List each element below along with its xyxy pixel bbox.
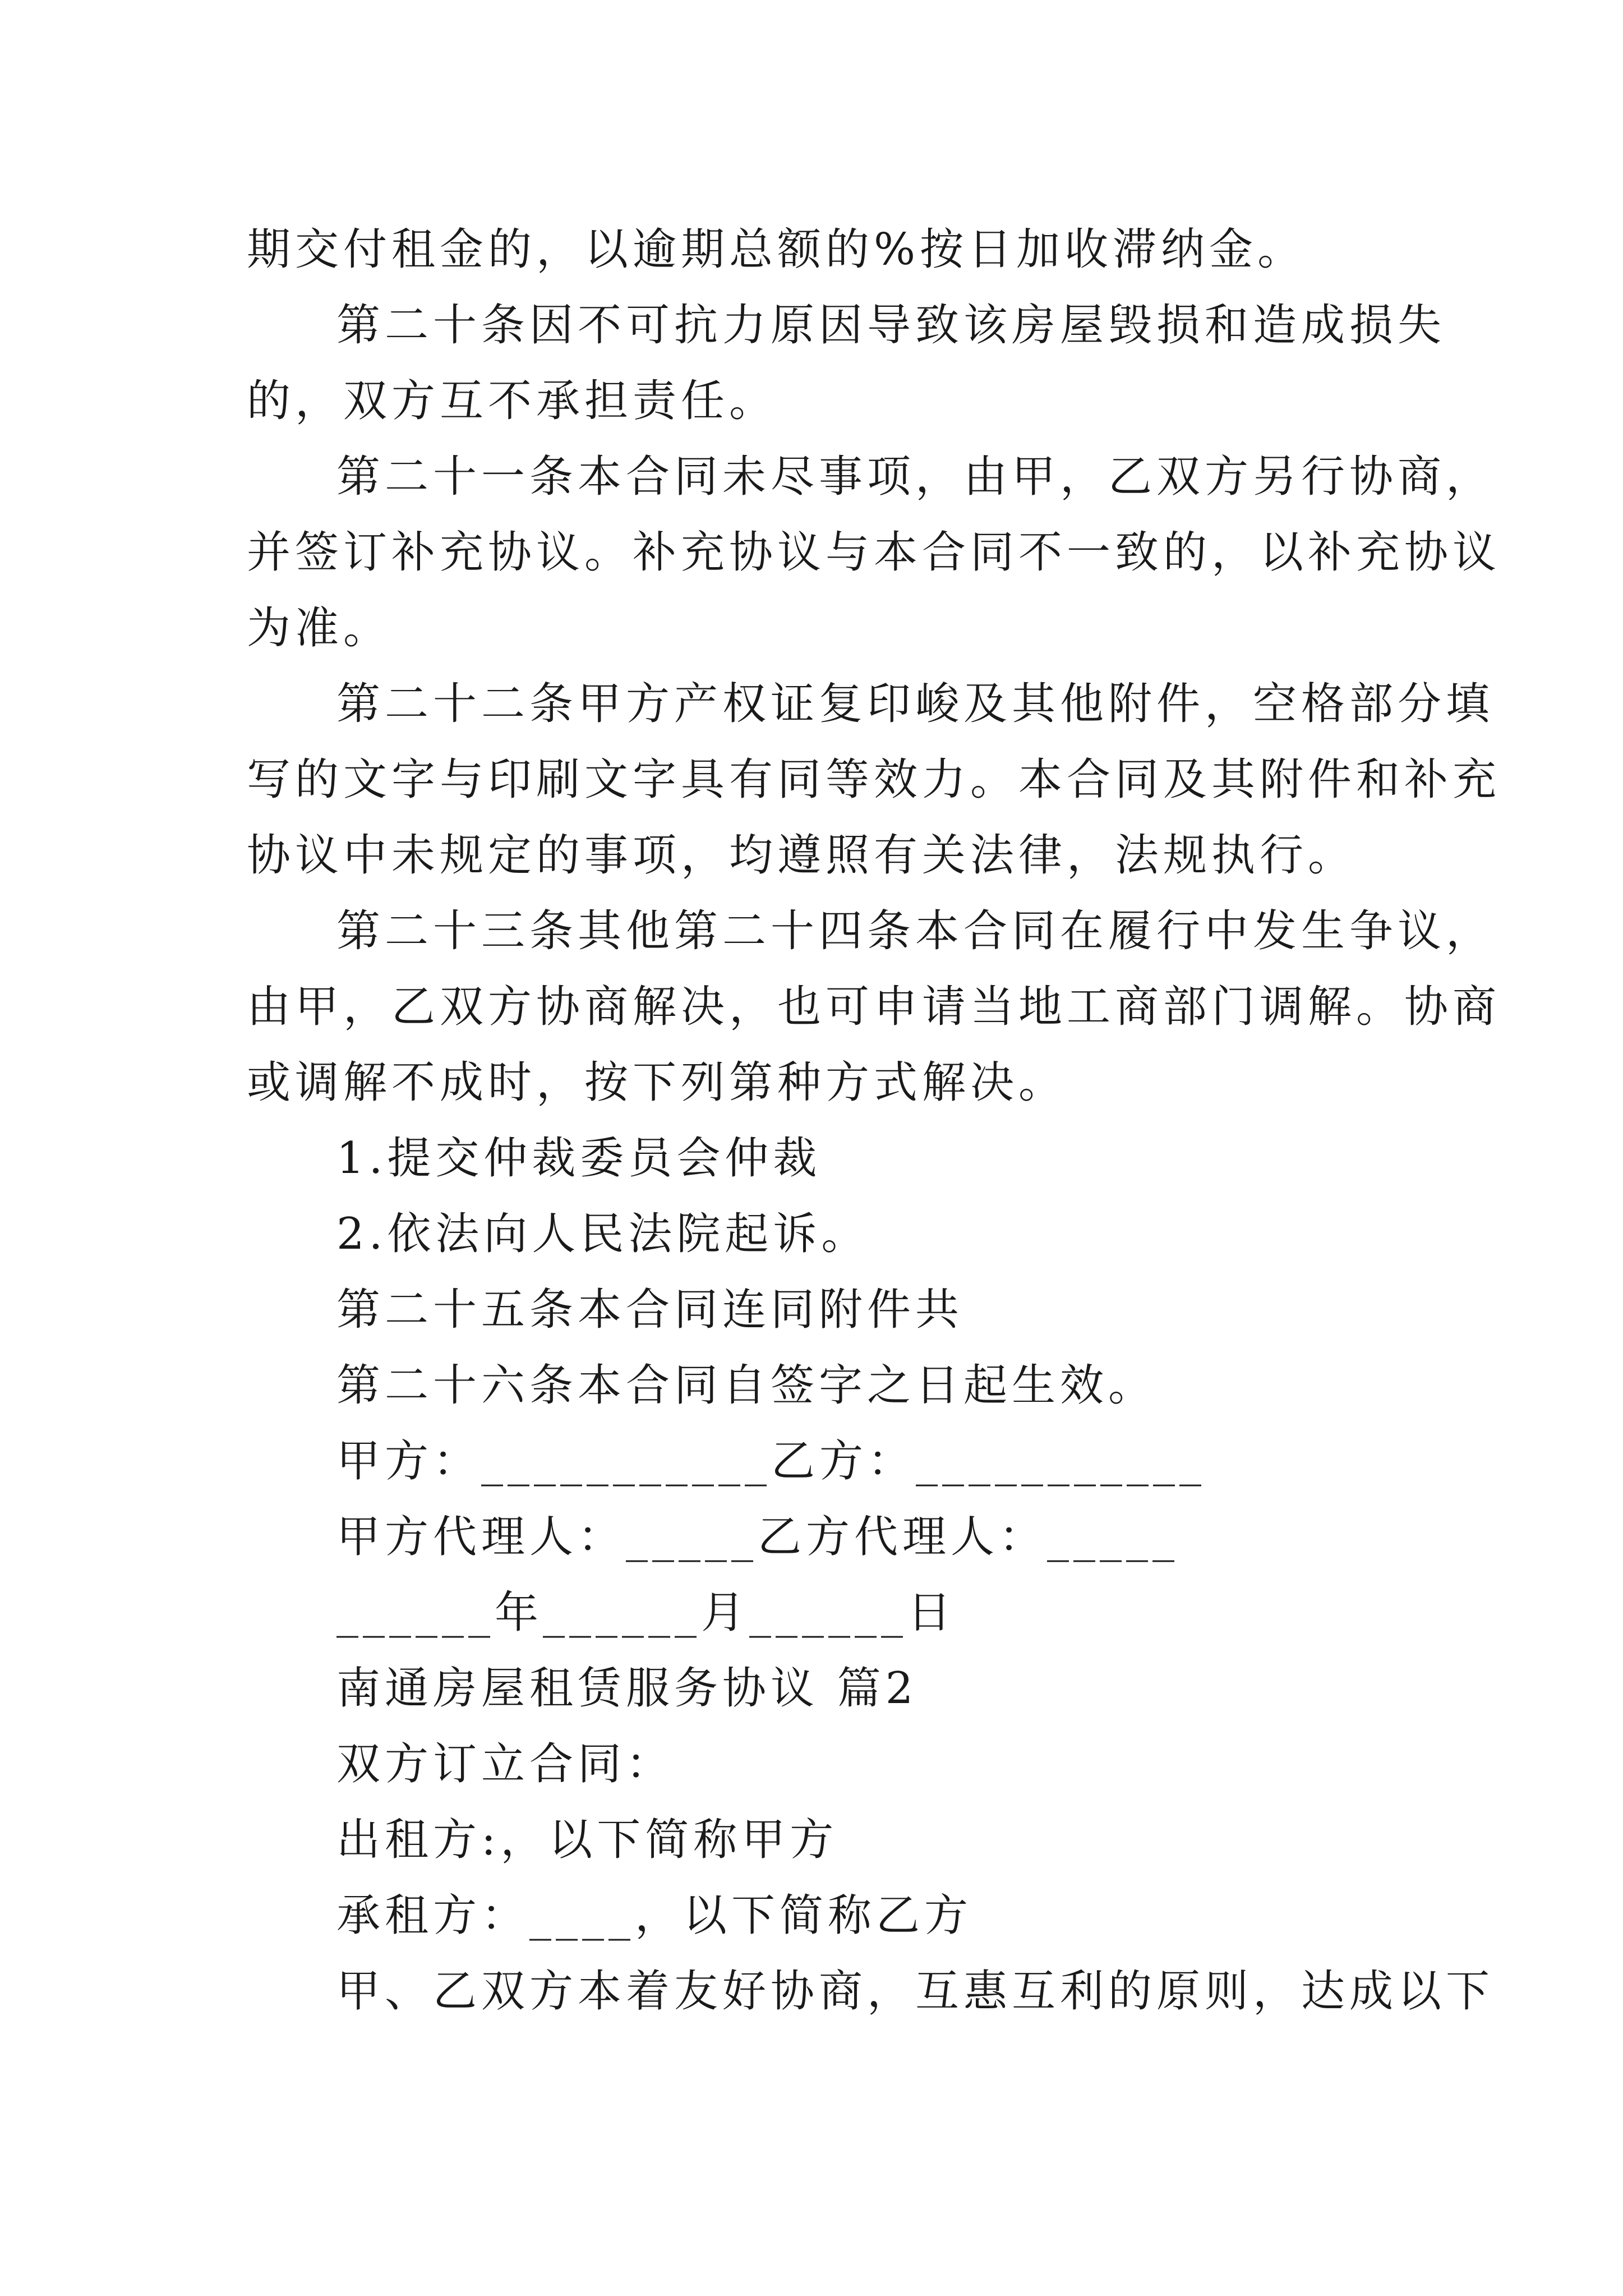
list-item-lawsuit: 2.依法向人民法院起诉。 bbox=[336, 1209, 870, 1259]
section-title: 南通房屋租赁服务协议 篇2 bbox=[336, 1663, 918, 1714]
paragraph-line: 第二十三条其他第二十四条本合同在履行中发生争议， bbox=[336, 906, 1495, 956]
paragraph-line: 写的文字与印刷文字具有同等效力。本合同及其附件和补充 bbox=[247, 754, 1501, 805]
paragraph-line: 或调解不成时，按下列第种方式解决。 bbox=[247, 1057, 1067, 1108]
paragraph-line: 双方订立合同： bbox=[336, 1739, 675, 1789]
paragraph-line: 为准。 bbox=[247, 603, 392, 654]
paragraph-line: 承租方：____，以下简称乙方 bbox=[336, 1890, 973, 1941]
paragraph-line: 第二十一条本合同未尽事项，由甲，乙双方另行协商， bbox=[336, 452, 1495, 502]
paragraph-line: 由甲，乙双方协商解决，也可申请当地工商部门调解。协商 bbox=[247, 982, 1501, 1032]
paragraph-line: 第二十六条本合同自签字之日起生效。 bbox=[336, 1360, 1157, 1411]
list-item-arbitration: 1.提交仲裁委员会仲裁 bbox=[336, 1133, 822, 1184]
paragraph-line: 甲、乙双方本着友好协商，互惠互利的原则，达成以下 bbox=[336, 1966, 1495, 2017]
paragraph-line: 期交付租金的，以逾期总额的%按日加收滞纳金。 bbox=[247, 224, 1306, 275]
paragraph-line: 并签订补充协议。补充协议与本合同不一致的，以补充协议 bbox=[247, 527, 1501, 578]
paragraph-line: 第二十二条甲方产权证复印峻及其他附件，空格部分填 bbox=[336, 679, 1495, 729]
paragraph-line: 第二十五条本合同连同附件共 bbox=[336, 1285, 964, 1335]
paragraph-line: 出租方:，以下简称甲方 bbox=[336, 1815, 838, 1865]
date-line: ______年______月______日 bbox=[336, 1588, 956, 1638]
signature-line-parties: 甲方：___________乙方：___________ bbox=[336, 1436, 1206, 1487]
paragraph-line: 的，双方互不承担责任。 bbox=[247, 376, 778, 426]
paragraph-line: 第二十条因不可抗力原因导致该房屋毁损和造成损失 bbox=[336, 300, 1446, 351]
paragraph-line: 协议中未规定的事项，均遵照有关法律，法规执行。 bbox=[247, 830, 1357, 881]
signature-line-agents: 甲方代理人：_____乙方代理人：_____ bbox=[336, 1512, 1179, 1562]
